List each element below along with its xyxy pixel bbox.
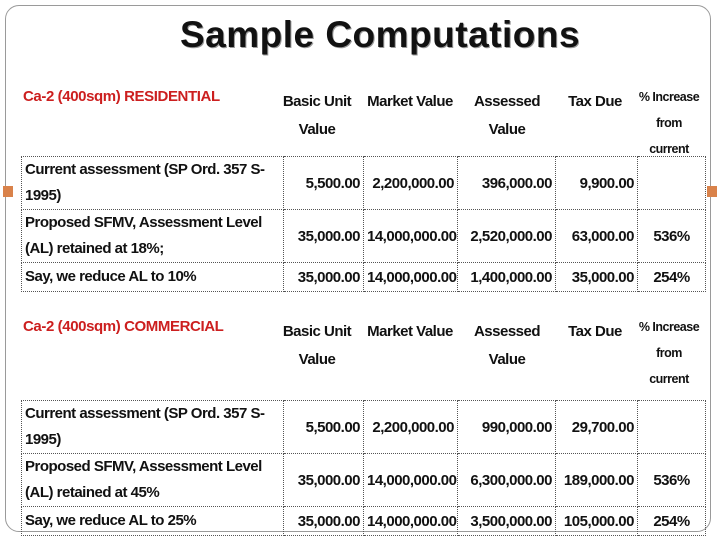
col-assessed-value: Assessed Value [473,323,541,368]
basic-unit-value-cell: 5,500.00 [284,157,364,210]
row-label: Current assessment (SP Ord. 357 S-1995) [22,401,284,454]
row-label: Current assessment (SP Ord. 357 S-1995) [22,157,284,210]
tax-due-cell: 35,000.00 [556,263,638,292]
pct-increase-cell: 254% [638,507,706,536]
basic-unit-value-cell: 35,000.00 [284,454,364,507]
col-basic-unit-value: Basic Unit Value [282,93,352,138]
residential-heading: Ca-2 (400sqm) RESIDENTIAL [23,88,220,105]
residential-section [0,78,720,286]
commercial-table [21,400,706,536]
commercial-header [0,308,720,388]
col-pct-increase: % Increase from current [638,90,700,156]
left-slide-marker [3,186,13,197]
table-row [22,454,706,507]
market-value-cell: 14,000,000.00 [364,507,458,536]
tax-due-cell: 63,000.00 [556,210,638,263]
tax-due-cell: 9,900.00 [556,157,638,210]
col-pct-increase: % Increase from current [638,320,700,386]
table-row [22,210,706,263]
residential-table [21,156,706,292]
tax-due-cell: 189,000.00 [556,454,638,507]
table-row [22,263,706,292]
basic-unit-value-cell: 5,500.00 [284,401,364,454]
basic-unit-value-cell: 35,000.00 [284,263,364,292]
market-value-cell: 2,200,000.00 [364,401,458,454]
row-label: Proposed SFMV, Assessment Level (AL) retained at 18%; [22,210,284,263]
basic-unit-value-cell: 35,000.00 [284,210,364,263]
commercial-section [0,308,720,530]
table-row [22,507,706,536]
table-row [22,157,706,210]
right-slide-marker [707,186,717,197]
residential-header [0,78,720,158]
basic-unit-value-cell: 35,000.00 [284,507,364,536]
tax-due-cell: 105,000.00 [556,507,638,536]
row-label: Proposed SFMV, Assessment Level (AL) retained at 45% [22,454,284,507]
col-tax-due: Tax Due [568,93,622,110]
col-market-value: Market Value [367,323,453,340]
col-assessed-value: Assessed Value [473,93,541,138]
assessed-value-cell: 3,500,000.00 [458,507,556,536]
commercial-heading: Ca-2 (400sqm) COMMERCIAL [23,318,224,335]
table-row [22,401,706,454]
market-value-cell: 14,000,000.00 [364,210,458,263]
assessed-value-cell: 396,000.00 [458,157,556,210]
row-label: Say, we reduce AL to 10% [22,263,284,292]
row-label: Say, we reduce AL to 25% [22,507,284,536]
col-market-value: Market Value [367,93,453,110]
pct-increase-cell: 254% [638,263,706,292]
assessed-value-cell: 990,000.00 [458,401,556,454]
market-value-cell: 2,200,000.00 [364,157,458,210]
assessed-value-cell: 1,400,000.00 [458,263,556,292]
tax-due-cell: 29,700.00 [556,401,638,454]
col-tax-due: Tax Due [568,323,622,340]
pct-increase-cell [638,157,706,210]
market-value-cell: 14,000,000.00 [364,263,458,292]
assessed-value-cell: 2,520,000.00 [458,210,556,263]
col-basic-unit-value: Basic Unit Value [282,323,352,368]
pct-increase-cell: 536% [638,210,706,263]
assessed-value-cell: 6,300,000.00 [458,454,556,507]
market-value-cell: 14,000,000.00 [364,454,458,507]
pct-increase-cell [638,401,706,454]
slide-title: Sample Computations [179,14,581,55]
pct-increase-cell: 536% [638,454,706,507]
